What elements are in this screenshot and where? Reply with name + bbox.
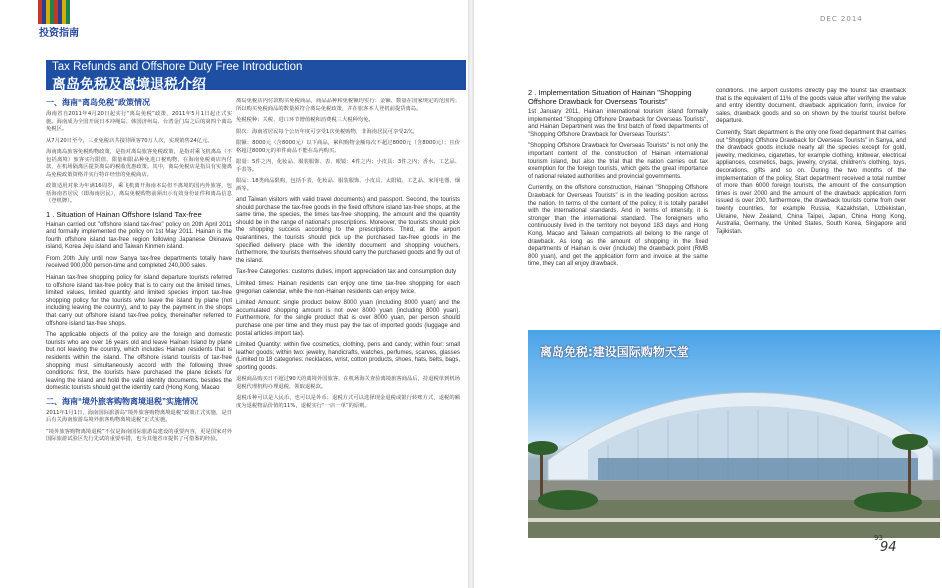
mall-illustration <box>528 330 940 538</box>
left-column-2 <box>236 98 460 582</box>
paragraph: The applicable objects of the policy are the foreign and domestic tourists who are over 16 years old and leave Hainan Island by plane but not leaving the country, which includes Hainan residents that is residents within the island. The offshore island tourists of tax-free shopping must simultaneously accord with the following three conditions: first, the tourists have purchased the plane tickets for leaving the island and hold the valid identity documents, besides the domestic tourists should get the identity card (Hong Kong, Macao <box>46 332 232 392</box>
section-heading-en: 2 . Implementation Situation of Hainan "Shopping Offshore Drawback for Overseas Tourists" <box>528 88 692 106</box>
section-heading-en: 1 . Situation of Hainan Offshore Island Tax-free <box>46 209 202 219</box>
paragraph: 限额：8000元（含8000元）以下商品，累积购物金额每次不超过8000元（含8000元）；且价格超过8000元的单件商品不能在岛内购买。 <box>236 140 460 154</box>
paragraph: 离岛免税店内付款购买免税商品，商品品种和免税额均实行：金额、数量在国家规定的范围内；所以购买免税商品的数量须符合离岛免税政策，并在旅客本人登机前提货离岛。 <box>236 98 460 112</box>
paragraph: Limited Quantity: within five cosmetics, clothing, pens and candy; within four: small leather goods; within two: jewelry, handicrafts, watches, perfumes, scarves, glasses (Limited to 18 categories: necklaces, wrist, cotton products, shoes, hats, belts, bags, sporting goods. <box>236 342 460 371</box>
photo-caption: 离岛免税:建设国际购物天堂 <box>540 345 689 359</box>
right-column-1 <box>528 88 708 324</box>
paragraph: 限量：5件之内，化妆品、服装服饰、表、眼镜：4件之内；小皮具：3件之内；香水、工艺品、手表等。 <box>236 159 460 173</box>
right-column-2 <box>716 88 906 324</box>
page-number: 94 <box>880 540 897 555</box>
paragraph: 限次：海南省居民每个公历年度可享受1次免税购物，非海南居民可享受2次。 <box>236 128 418 135</box>
section-heading-cn: 二、海南“境外旅客购物离境退税”实施情况 <box>46 396 198 406</box>
paragraph: Currently, on the offshore construction, Hainan "Shopping Offshore Drawback for Overseas Tourists" is in the leading position across the nation. In terms of the content of the policy, it is totally parallel with the international standards. And in terms of intensity, it is stronger than the international standard. The foreigners who continuously lived in the territory not beyond 183 days and Hong Kong, Macao and Taiwan compatriots all belong to the range of drawback. As long as the amount of shopping in the fixed departments of Hainan is over (include) the drawback point (RMB 800 yuan), and get the application form and invoice at the same time, they can all enjoy drawback. <box>528 185 708 268</box>
duty-free-mall-photo <box>528 330 940 538</box>
paragraph: 海南省自2011年4月20日起实行“离岛免税”政策，2011年5月1日起正式实施。海南成为全国开展日本冲绳岛、韩国济州岛、台湾金门岛之后的第四个离岛免税区。 <box>46 111 232 132</box>
paragraph: 海南离岛旅客免税购物政策，是指对离岛旅客免税政策，是指对乘飞机离岛（不包括离境）旅客实行限值、限量和限品种免进口税购物，在海南免税商店内付款，在机场隔离区提货离岛的税收优惠政策。其中，离岛免税店是指具有实施离岛免税政策资格并实行特许经营的免税商店。 <box>46 149 232 178</box>
paragraph: and Taiwan visitors with valid travel documents) and passport. Second, the tourists should purchase the tax-free goods in the fixed offshore island tax-free shops, at the same time, the species, the times tax-free shopping, the amount and the quantity should be in the range of national's prescriptions. Moreover, the tourists should pick the shopping success according to the prescriptions. Third, at the airport quarantines, the tourists should pick up the purchased tax-free goods in the specified delivery place with the identity document and shopping vouchers, furthermore, the tourists themselves should carry the purchased goods and fly out of the island. <box>236 197 460 264</box>
paragraph: 政策适用对象为年满16周岁，乘飞机离开海南本岛但不离境的国内外旅客，包括海南省居民（即海南居民），离岛免税购物前须出示有效身份证件和离岛信息（登机牌）。 <box>46 183 232 204</box>
paragraph: Limited Amount: single product below 8000 yuan (including 8000 yuan) and the accumulated shopping amount is not over 8000 yuan (including 8000 yuan). Furthermore, for the single product that is over 8000 yuan, per person should purchase one per time and they must pay the tax of imported goods (luggage and postal articles import tax). <box>236 300 460 337</box>
title-english: Tax Refunds and Offshore Duty Free Introduction <box>52 61 303 73</box>
page-gutter <box>468 0 474 588</box>
paragraph: “境外旅客购物离境退税”不仅是海南国际旅游岛建设的重要内容，更是国家对外国际旅游试验区先行先试的重要举措，也为其他省市提供了可借鉴的经验。 <box>46 428 232 443</box>
paragraph: "Shopping Offshore Drawback for Overseas Tourists" is not only the important content of the construction of Hainan international tourism island, but also the trial that the nation carries out tax exemption for the foreign tourists, which gets the great importance of national related authorities and provincial governments. <box>528 143 708 180</box>
paragraph: Limited times: Hainan residents can enjoy one time tax-free shopping for each gregorian calendar, while the non-Hainan residents can enjoy twice. <box>236 280 460 295</box>
paragraph: 退税币种可以是人民币，也可以是外币；退税方式可以选择现金退税或银行转账方式，退税的额度为退税物品价值的11%，退税实行“一店一单”的原则。 <box>236 395 460 409</box>
left-column-1 <box>46 98 232 582</box>
paragraph: 从7月20日至今，三亚免税店共接待顾客70万人次，实现销售24亿元。 <box>46 137 213 144</box>
paragraph: Hainan tax-free shopping policy for island departure tourists referred to offshore island tax-free policy that is to carry out the limited times, limited values, limited quantity and limited species import tax-free shopping policy for the tourists who leave the island by plane (not including leaving the country), and to pay the payment in the shops that carry out offshore island tax-free policy, thereinafter referred to offshore island tax-free shops. <box>46 275 232 327</box>
section-logo-text: 投资指南 <box>38 24 80 39</box>
paragraph: 免税税种：关税、进口环节增值税和消费税三大税种均免。 <box>236 117 374 123</box>
title-chinese: 离岛免税及离境退税介绍 <box>52 77 206 93</box>
paragraph: 1st January 2011, Hainan international tourism island formally implemented "Shopping Offshore Drawback for Overseas Tourists", and Hainan Department was the first batch of fixed departments of "Shopping Offshore Drawback for Overseas Tourists". <box>528 109 708 138</box>
section-heading-cn: 一、海南“离岛免税”政策情况 <box>46 98 150 107</box>
issue-label: DEC 2014 <box>820 15 863 23</box>
paragraph: 退税商品购买日不超过90天的离境外国旅客，在机场海关查验离境旅客商品后，持退税单到机场退税代理机构办理退税，领取退税款。 <box>236 376 460 390</box>
paragraph: Hainan carried out "offshore island tax-free" policy on 20th April 2011 and formally implemented the policy on 1st May 2011. Hainan is the fourth offshore island tax-free region following Japanese Okinawa island, Korea Jeju island and Taiwan Kinmen island. <box>46 221 232 251</box>
paragraph: 限品：18类商品限购，包括手表、化妆品、服装服饰、小皮具、太阳镜、工艺品、家用电器、烟酒等。 <box>236 178 460 192</box>
paragraph: Currently, Start department is the only one fixed department that carries out "Shopping Offshore Drawback for Overseas Tourists" in Sanya, and the drawback goods include nearly all the species except for gold, jewelry, medicines, cigarettes, for example clothing, knitwear, electrical appliances, cosmetics, bags, jewelry, crystal, children's clothing, toys, decorations, gifts and so on. During the two months of the implementation of the policy, Start department received a total number of more than 6000 foreign tourists, the amount of the consumption times is over 2000 and the amount of the drawback application form issued is over 200, furthermore, the drawback tourists come from over twenty countries, for example Russia, Kazakhstan, Uzbekistan, Ukraine, New Zealand, China Taipei, Japan, China Hong Kong, Australia, Germany, the United States, South Korea, Singapore and Tajikistan. <box>716 129 906 235</box>
paragraph: conditions. The airport customs directly pay the tourist tax drawback that is the equivalent of 11% of the goods value after verifying the value and entry identity document, drawback application form, invoice for sales, drawback goods and so on shown by the tourist tourist before departure. <box>716 88 906 125</box>
page-number-small: 93 <box>874 534 883 542</box>
paragraph: 2011年1月1日，海南国际旅游岛“境外旅客购物离境退税”政策正式实施，是日后有关海南旅游岛境外旅客购物离境退税”正式实施。 <box>46 409 232 424</box>
paragraph: From 20th July until now Sanya tax-free departments totally have received 900,000 person-time and completed 240,000 sales. <box>46 255 232 270</box>
paragraph: Tax-free Categories: customs duties, import appreciation tax and consumption duty <box>236 269 457 276</box>
